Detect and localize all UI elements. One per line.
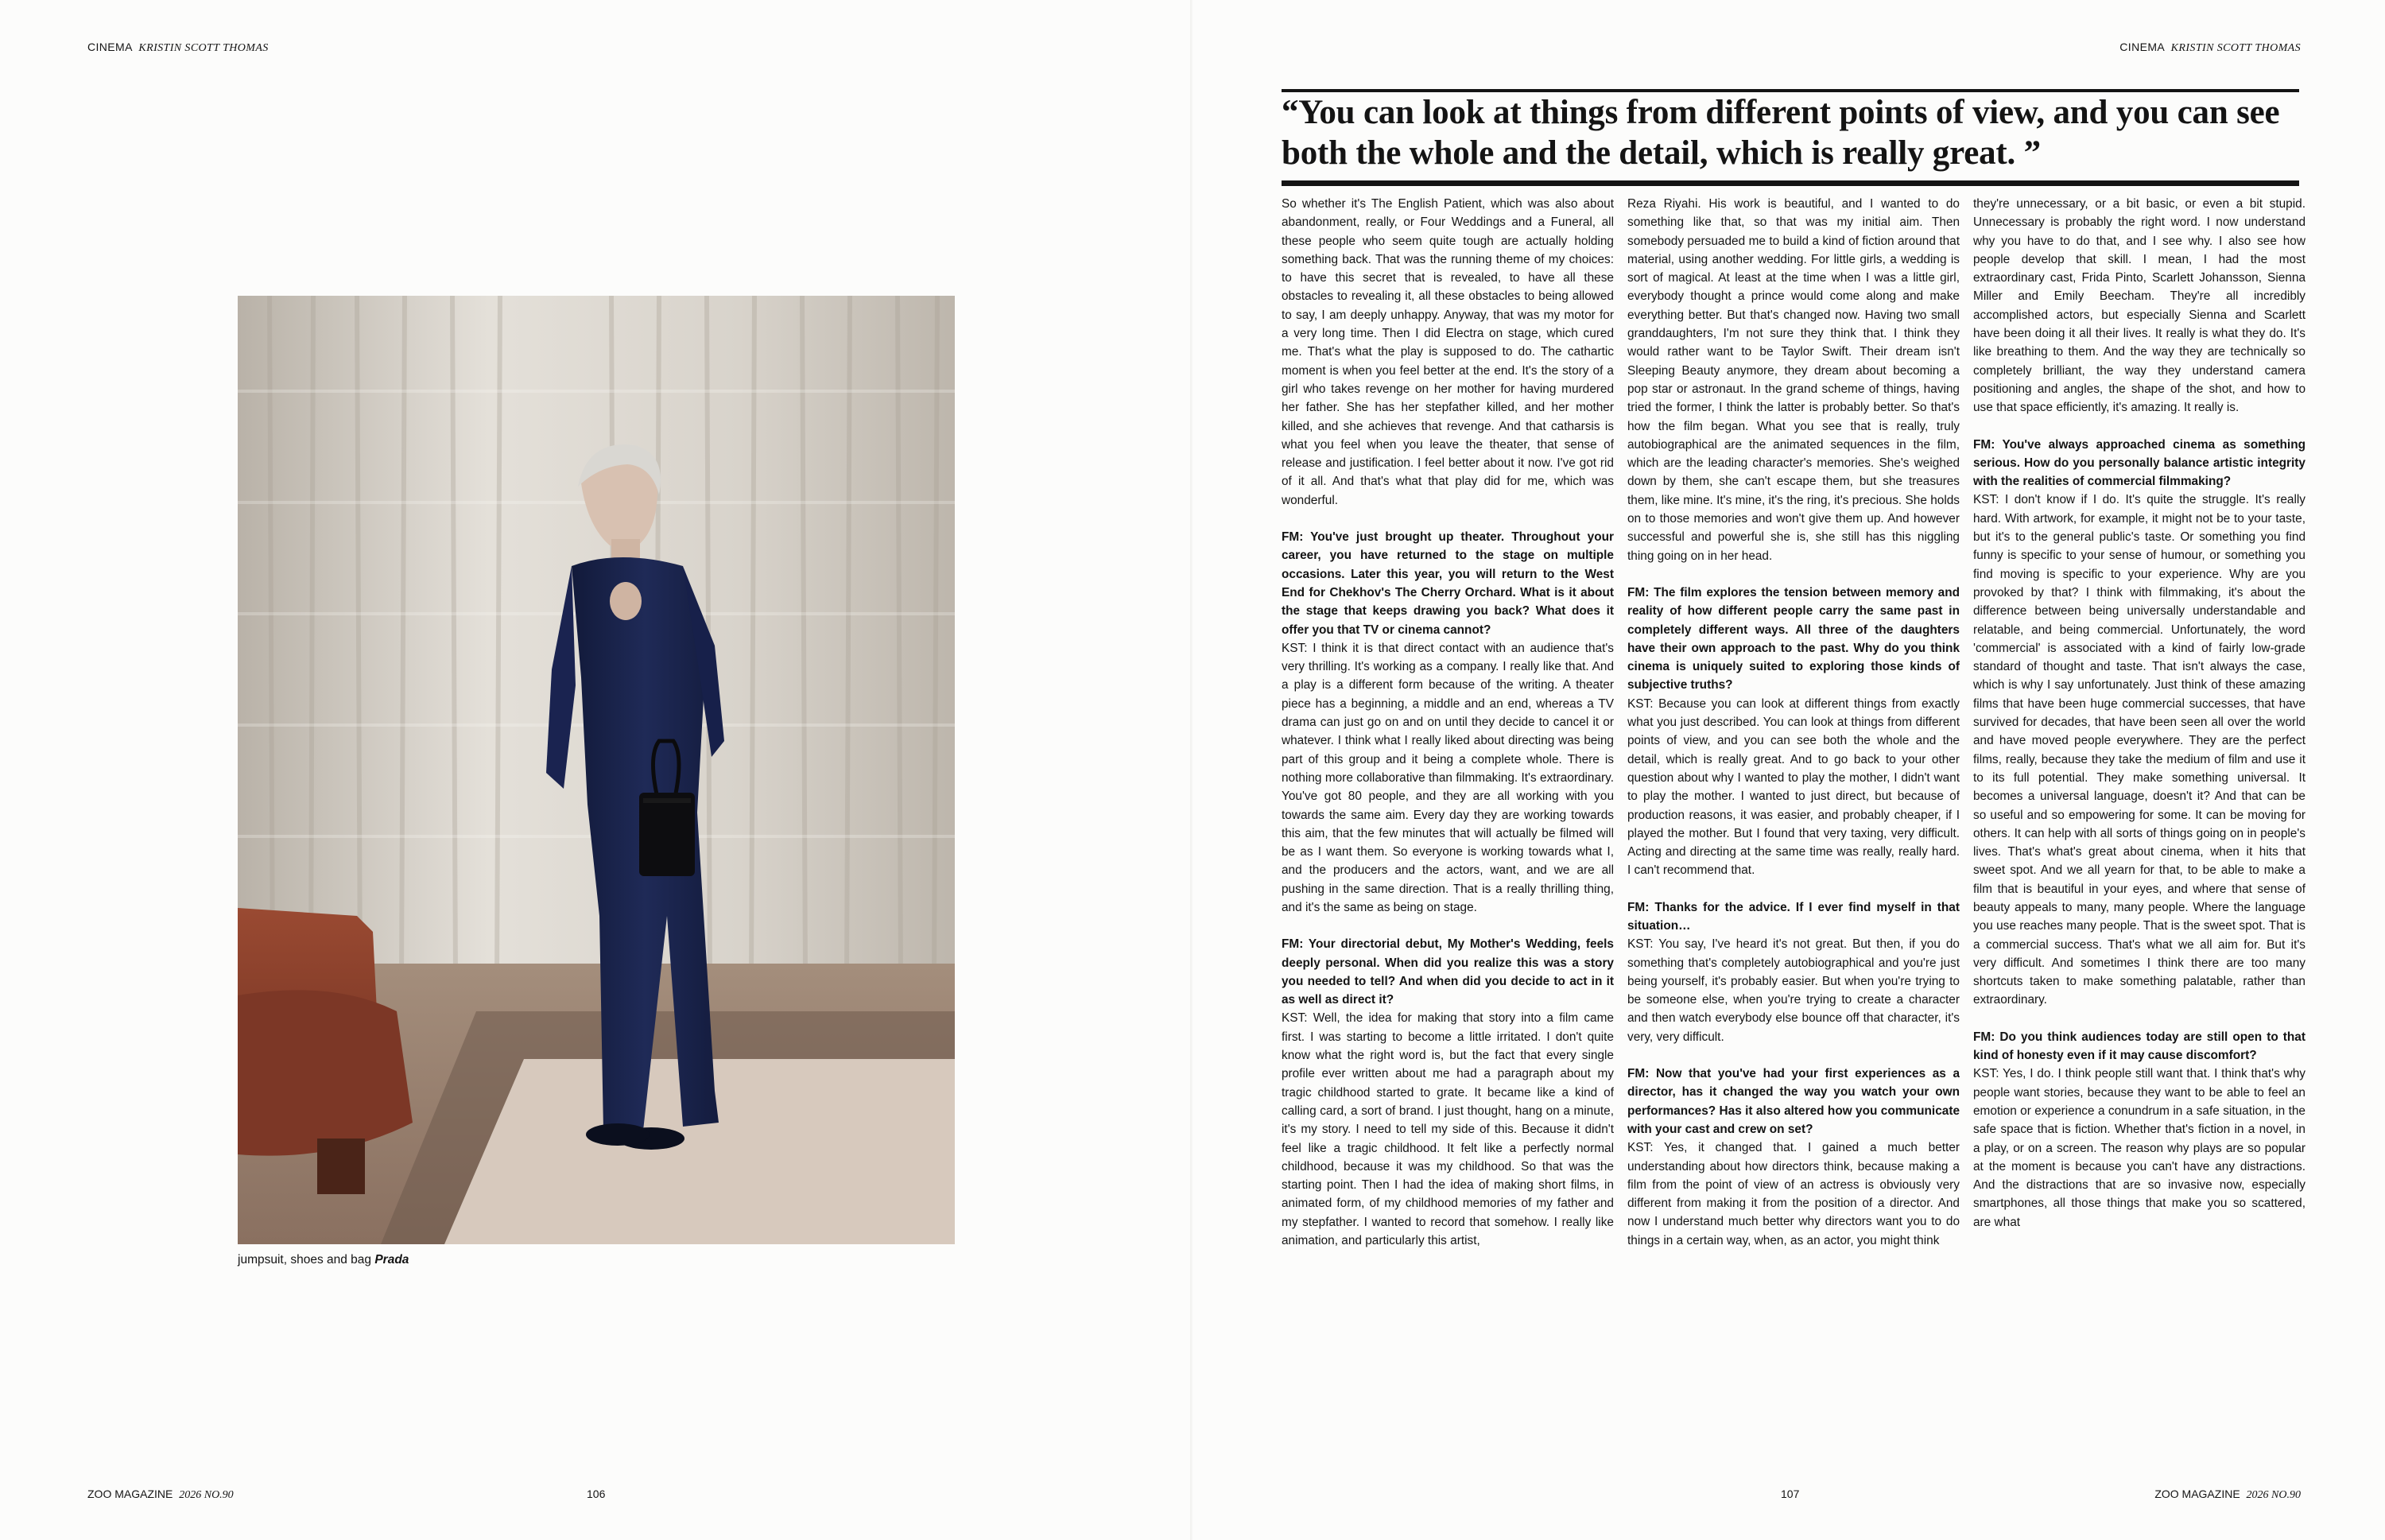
interview-question: FM: Thanks for the advice. If I ever find myself in that situation… [1627,900,1960,933]
article-column-2 [1627,195,1960,1447]
interview-answer: KST: Because you can look at different things from exactly what you just described. You can look at things from different points of view, and you can see both the whole and the detail, which is really great. And to go back to your other question about why I wanted to play the mother, I didn't want to play the mother. I wanted to just direct, but because of production reasons, it was easier, and probably cheaper, if I played the mother. But I found that very taxing, very difficult. Acting and directing at the same time was really, really hard. I can't recommend that. [1627,696,1960,878]
magazine-name: ZOO MAGAZINE [2154,1488,2240,1500]
qa-block [1627,1065,1960,1250]
qa-block [1282,528,1614,917]
magazine-name: ZOO MAGAZINE [87,1488,173,1500]
folio-right [2154,1488,2301,1502]
running-head-left [87,41,269,55]
portrait-illustration [238,296,955,1244]
qa-block [1627,898,1960,1046]
subject-name: KRISTIN SCOTT THOMAS [2170,42,2301,54]
caption-brand: Prada [374,1253,409,1267]
interview-answer: KST: Well, the idea for making that story into a film came first. I was starting to become a little irritated. I don't quite know what the right word is, but the fact that every single profile ever written about me had a paragraph about my tragic childhood started to grate. It became like a kind of calling card, a sort of brand. I just thought, hang on a minute, it's my story. I need to tell my side of this. Because it didn't feel like a tragic childhood. It felt like a perfectly normal childhood, because it was my childhood. So that was the starting point. Then I had the idea of making short films, in animated form, of my childhood memories of my father and my stepfather. I wanted to record that somehow. I really like animation, and particularly this artist, [1282,1011,1614,1248]
interview-answer: KST: I don't know if I do. It's quite the struggle. It's really hard. With artwork, for example, it might not be to your taste, but it's to the general public's taste. Or something you find funny is specific to your sense of humour, or something you find moving is specific to your experience. Why are you provoked by that? I think with filmmaking, it's about the difference between being universally understandable and relatable, and being commercial. Unfortunately, the word 'commercial' is associated with a kind of fairly low-grade standard of thought and taste. That isn't always the case, which is why I say unfortunately. Just think of these amazing films that have been huge commercial successes, that have survived for decades, that have been seen all over the world and have moved people everywhere. They are the perfect films, really, because they take the medium of film and use it to its full potential. They make something universal. It becomes a universal language, doesn't it? And that can be so useful and so empowering for some. It can be moving for others. It can help with all sorts of things going on in people's lives. That's what's great about cinema, when it hits that sweet spot. And we all yearn for that, to be able to make a film that is beautiful in your eyes, and where that sense of beauty appeals to many, many people. Where the language you use reaches many people. That is the sweet spot. That is a commercial success. That's what we all aim for. But it's very difficult. And sometimes I think there are too many shortcuts taken to make something palatable, rather than extraordinary. [1973,493,2306,1007]
body-paragraph: So whether it's The English Patient, which was also about abandonment, really, or Four Weddings and a Funeral, all these people who seem quite tough are actually holding something back. That was the running theme of my choices: to have this secret that is revealed, to have all these obstacles to revealing it, all these obstacles to being allowed to say, I am deeply unhappy. Anyway, that was my motor for a very long time. Then I did Electra on stage, which cured me. That's what the play is supposed to do. The cathartic moment is when you feel better at the end. It's the story of a girl who takes revenge on her mother for having murdered her father. She has her stepfather killed, and her mother killed, and she achieves that revenge. And that catharsis is what you feel when you leave the theater, that sense of release and justification. I feel better about it now. I've got rid of it all. And that's what that play did for me, which was wonderful. [1282,197,1614,507]
page-number-right: 107 [1781,1488,1800,1500]
photo-caption [238,1253,409,1267]
qa-block [1627,584,1960,880]
page-number-left: 106 [587,1488,606,1500]
interview-question: FM: Now that you've had your first experiences as a director, has it changed the way you watch your own performances? Has it also altered how you communicate with your cast and crew on set? [1627,1067,1960,1136]
pull-quote-headline: “You can look at things from different points of view, and you can see both the whole and the detail, which is really great. ” [1282,94,2280,172]
section-label: CINEMA [2119,41,2165,53]
folio-left [87,1488,234,1502]
interview-question: FM: You've just brought up theater. Throughout your career, you have returned to the stage on multiple occasions. Later this year, you will return to the West End for Chekhov's The Cherry Orchard. What is it about the stage that keeps drawing you back? What does it offer you that TV or cinema cannot? [1282,530,1614,637]
interview-question: FM: The film explores the tension between memory and reality of how different people carry the same past in completely different ways. All three of the daughters have their own approach to the past. Why do you think cinema is uniquely suited to exploring those kinds of subjective truths? [1627,585,1960,692]
section-label: CINEMA [87,41,133,53]
issue-number: 2026 NO.90 [179,1489,234,1501]
caption-text: jumpsuit, shoes and bag [238,1253,375,1267]
body-paragraph: they're unnecessary, or a bit basic, or even a bit stupid. Unnecessary is probably the right word. I now understand why you have to do that, and I see why. I also see how people develop that skill. I mean, I had the most extraordinary cast, Frida Pinto, Scarlett Johansson, Sienna Miller and Emily Beecham. They're all incredibly accomplished actors, but especially Sienna and Scarlett have been doing it all their lives. It really is what they do. It's like breathing to them. And the way they are technically so completely brilliant, the way they understand camera positioning and angles, the shape of the shot, and how to use that space efficiently, it's amazing. It really is. [1973,197,2306,415]
interview-answer: KST: Yes, I do. I think people still want that. I think that's why people want stories, because they want to be able to feel an emotion or experience a conundrum in a safe situation, in the safe space that is fiction. Whether that's fiction in a novel, in a play, or on a screen. The reason why plays are so popular at the moment is because you can't have any distractions. And the distractions that are so invasive now, especially smartphones, all those things that make you so scattered, are what [1973,1067,2306,1229]
article-column-3 [1973,195,2306,1447]
qa-block [1973,1028,2306,1232]
running-head-right [2119,41,2301,55]
left-page [0,0,1192,1540]
interview-question: FM: Your directorial debut, My Mother's Wedding, feels deeply personal. When did you realize this was a story you needed to tell? And when did you decide to act in it as well as direct it? [1282,937,1614,1007]
headline-bottom-rule [1282,180,2299,186]
interview-question: FM: Do you think audiences today are still open to that kind of honesty even if it may cause discomfort? [1973,1030,2306,1063]
interview-answer: KST: Yes, it changed that. I gained a much better understanding about how directors think, because making a film from the point of view of an actress is obviously very different from making it from the position of a director. And now I understand much better why directors want you to do things in a certain way, when, as an actor, you might think [1627,1141,1960,1247]
qa-block [1282,935,1614,1250]
qa-block [1973,436,2306,1010]
article-column-1 [1282,195,1614,1447]
portrait-photo [238,296,955,1244]
body-paragraph: Reza Riyahi. His work is beautiful, and I wanted to do something like that, so that was my initial aim. Then somebody persuaded me to build a kind of fiction around that material, using another wedding. For little girls, a wedding is sort of magical. At least at the time when I was a little girl, everybody thought a prince would come along and make everything better. But that's changed now. Having two small granddaughters, I'm not sure they think that. I think they would rather want to be Taylor Swift. Their dream isn't Sleeping Beauty anymore, they dream about becoming a pop star or astronaut. In the grand scheme of things, having tried the former, I think the latter is probably better. So that's how the film began. What you see that is really, truly autobiographical are the animated sequences in the film, which are the leading character's memories. She's weighed down by them, she can't escape them, but she treasures them, like mine. It's mine, it's the ring, it's precious. She holds on to those memories and won't give them up. And however successful and powerful she is, she still has this niggling thing going on in her head. [1627,197,1960,563]
subject-name: KRISTIN SCOTT THOMAS [138,42,269,54]
interview-answer: KST: I think it is that direct contact with an audience that's very thrilling. It's working as a company. I really like that. And a play is a different form because of the writing. A theater piece has a beginning, a middle and an end, whereas a TV drama can just go on and on until they decide to cancel it or whatever. I think what I really liked about directing was being part of this group and it being a complete whole. There is nothing more collaborative than filmmaking. It's extraordinary. You've got 80 people, and they are all working with you towards the same aim. Every day they are working towards this aim, that the few minutes that will actually be filmed will be as I want them. So everyone is working towards what I, and the producers and the actors, want, and we are all pushing in the same direction. That is a really thrilling thing, and it's the same as being on stage. [1282,641,1614,914]
issue-number: 2026 NO.90 [2246,1489,2301,1501]
interview-answer: KST: You say, I've heard it's not great. But then, if you do something that's completely autobiographical and you're just being yourself, it's probably easier. But when you're trying to be someone else, when you're trying to create a character and then watch everybody else bounce off that character, it's very, very difficult. [1627,937,1960,1044]
interview-question: FM: You've always approached cinema as something serious. How do you personally balance artistic integrity with the realities of commercial filmmaking? [1973,437,2306,489]
